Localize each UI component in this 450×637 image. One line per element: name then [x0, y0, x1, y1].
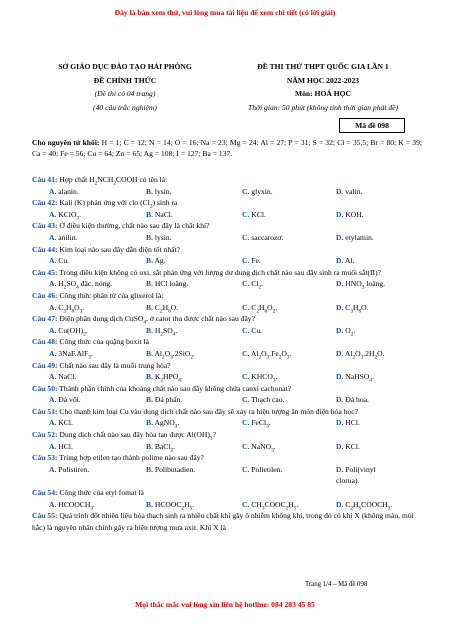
option-letter: A. — [49, 209, 57, 219]
answer-option[interactable] — [308, 417, 400, 429]
answer-option[interactable] — [216, 209, 308, 221]
answer-option[interactable] — [32, 417, 124, 429]
answer-option[interactable] — [308, 441, 400, 453]
option-letter: C. — [242, 464, 250, 474]
answer-option[interactable] — [124, 441, 216, 453]
option-letter: C. — [242, 256, 250, 266]
option-letter: C. — [242, 302, 250, 312]
option-text: $H_2SO_4$ đặc, nóng. — [56, 279, 113, 291]
option-letter: B. — [146, 232, 153, 242]
option-text: Ag. — [152, 256, 166, 266]
answer-option[interactable] — [124, 348, 216, 360]
option-text: $C_2H_6O_2$. — [249, 302, 278, 315]
option-text: $HCOOCH_3$. — [56, 499, 95, 512]
option-letter: D. — [336, 395, 344, 405]
answer-option[interactable] — [216, 499, 308, 511]
option-letter: C. — [242, 348, 250, 358]
option-text: $HNO_3$ loãng. — [343, 279, 386, 291]
question-stem — [32, 197, 422, 209]
option-letter: D. — [336, 186, 344, 196]
answer-option[interactable] — [32, 464, 124, 487]
option-letter: D. — [336, 372, 344, 382]
question-text: Công thức của quặng boxit là — [57, 337, 149, 347]
question-number: Câu 53: — [32, 453, 58, 463]
option-letter: A. — [49, 186, 57, 196]
answer-option[interactable] — [308, 325, 400, 337]
option-text: Cu. — [56, 256, 70, 266]
option-text: KCl. — [249, 209, 266, 219]
answer-option[interactable] — [216, 278, 308, 290]
question-stem — [32, 383, 422, 395]
answer-option[interactable] — [124, 302, 216, 314]
option-letter: C. — [242, 499, 250, 509]
option-letter: A. — [49, 256, 57, 266]
option-text: $Cl_2$. — [249, 279, 264, 291]
option-text: Đá vôi. — [56, 395, 81, 405]
option-text: $C_2H_5COOCH_3$. — [343, 499, 393, 512]
question-text: Công thức phân tử của glixerol là: — [57, 290, 164, 300]
answer-option[interactable] — [308, 278, 400, 290]
answer-option[interactable] — [308, 499, 400, 511]
subject: Môn: HOÁ HỌC — [294, 89, 352, 98]
header-right — [228, 60, 418, 114]
option-letter: D. — [336, 418, 344, 428]
answer-option[interactable] — [32, 394, 124, 406]
page-footer: Trang 1/4 – Mã đề 098 — [305, 581, 368, 588]
answer-option[interactable] — [124, 232, 216, 244]
question-number: Câu 44: — [32, 244, 58, 254]
option-letter: B. — [146, 372, 153, 382]
answer-option[interactable] — [124, 325, 216, 337]
option-letter: A. — [49, 441, 57, 451]
option-letter: B. — [146, 209, 153, 219]
option-text: KClO$_3$. — [56, 209, 81, 222]
option-letter: C. — [242, 372, 250, 382]
question-list — [32, 174, 422, 533]
question-stem — [32, 510, 422, 533]
option-text: Fe. — [249, 256, 261, 266]
answer-option[interactable] — [216, 394, 308, 406]
option-text: etylamin. — [343, 232, 374, 242]
option-letter: A. — [49, 232, 57, 242]
question-text: Trong điều kiện không có oxi, sắt phản ứng với lượng dư dung dịch chất nào sau đây sinh ra muối sắt(II)? — [57, 267, 381, 277]
answer-option[interactable] — [32, 232, 124, 244]
option-letter: B. — [146, 348, 153, 358]
answer-option[interactable] — [124, 278, 216, 290]
answer-options — [32, 348, 422, 360]
answer-option[interactable] — [308, 255, 400, 267]
bottom-banner: Mọi thắc mắc vui lòng xin liên hệ hotline: 084 283 45 85 — [135, 600, 315, 609]
option-letter: C. — [242, 441, 250, 451]
answer-option[interactable] — [308, 232, 400, 244]
option-text: lysin. — [152, 232, 172, 242]
answer-option[interactable] — [216, 232, 308, 244]
option-text: Polistiren. — [56, 464, 90, 474]
option-text: lysin. — [152, 186, 172, 196]
page-count-note: (Đề thi có 04 trang) — [94, 89, 156, 98]
question-text: Thành phần chính của khoáng chất nào sau đây không chứa canxi cachonat? — [57, 383, 292, 393]
option-text: NaCl. — [152, 209, 173, 219]
option-letter: A. — [49, 464, 57, 474]
question-number: Câu 42: — [32, 198, 58, 208]
option-letter: A. — [49, 499, 57, 509]
option-text: $Al_2O_3.Fe_2O_3$. — [249, 348, 292, 361]
option-letter: C. — [242, 325, 250, 335]
option-text: KCl. — [56, 418, 73, 428]
option-text: Đá hoa. — [343, 395, 369, 405]
option-text: valin. — [343, 186, 363, 196]
question-text: Chất nào sau đây là muối trung hòa? — [57, 360, 171, 370]
option-letter: A. — [49, 325, 57, 335]
option-letter: A. — [49, 348, 57, 358]
answer-option[interactable] — [32, 371, 124, 383]
option-text: NaCl. — [56, 372, 77, 382]
answer-option[interactable] — [32, 278, 124, 290]
answer-option[interactable] — [124, 186, 216, 198]
answer-options — [32, 186, 422, 198]
answer-option[interactable] — [308, 209, 400, 221]
option-text: $C_2H_6O$. — [152, 302, 179, 315]
option-text: $KHCO_3$. — [249, 372, 278, 384]
option-letter: A. — [49, 372, 57, 382]
option-letter: A. — [49, 418, 57, 428]
question-number: Câu 41: — [32, 175, 58, 184]
option-text: FeCl$_3$. — [249, 418, 271, 430]
option-text: $HCOOC_2H_5$. — [152, 499, 195, 512]
question-text: Dung dịch chất nào sau đây hòa tan được $Al(OH)_3$? — [57, 430, 216, 442]
option-letter: D. — [336, 256, 344, 266]
answer-option[interactable] — [124, 464, 216, 487]
option-text: HCl. — [56, 441, 73, 451]
option-text: $C_3H_8O$. — [343, 302, 369, 315]
option-letter: D. — [336, 464, 344, 474]
option-text: NaHSO$_4$. — [343, 372, 374, 384]
answer-options — [32, 464, 422, 487]
answer-option[interactable] — [124, 394, 216, 406]
option-text: NaNO$_3$. — [249, 441, 276, 454]
answer-option[interactable] — [124, 417, 216, 429]
atomic-masses-label: Cho nguyên tử khối: — [32, 138, 100, 147]
answer-options — [32, 302, 422, 314]
answer-option[interactable] — [216, 464, 308, 487]
answer-options — [32, 417, 422, 429]
option-letter: B. — [146, 302, 153, 312]
question-number: Câu 51: — [32, 406, 58, 416]
answer-options — [32, 232, 422, 244]
answer-option[interactable] — [124, 209, 216, 221]
question-stem — [32, 220, 422, 232]
option-letter: D. — [336, 209, 344, 219]
question-number: Câu 55: — [32, 511, 58, 521]
question-text: Quá trình đốt nhiên liệu hóa thạch sinh ra nhiều chất khí gây ô nhiễm không khí, trong đó có khí X (không màu, mùi hắc) là nguyên nhân chính gây ra hiện tượng mưa axit. Khí X là — [32, 511, 414, 532]
option-letter: D. — [336, 232, 344, 242]
question-number: Câu 47: — [32, 314, 58, 324]
answer-option[interactable] — [308, 348, 400, 360]
question-stem — [32, 290, 422, 302]
option-text: $Cu(OH)_2$. — [56, 325, 88, 338]
option-letter: A. — [49, 302, 57, 312]
question-text: Điện phân dung dịch CuSO$_4$, ở catot thu được chất nào sau đây? — [57, 314, 255, 326]
question-stem — [32, 336, 422, 348]
option-text: Polibutadien. — [152, 464, 196, 474]
option-text: Cu. — [249, 325, 263, 335]
department-name: SỞ GIÁO DỤC ĐÀO TẠO HẢI PHÒNG — [58, 62, 192, 71]
answer-option[interactable] — [216, 302, 308, 314]
question-number: Câu 45: — [32, 267, 58, 277]
question-number: Câu 46: — [32, 290, 58, 300]
answer-option[interactable] — [308, 302, 400, 314]
question-stem — [32, 452, 422, 464]
answer-option[interactable] — [216, 441, 308, 453]
question-stem — [32, 487, 422, 499]
answer-option[interactable] — [32, 325, 124, 337]
answer-option[interactable] — [32, 499, 124, 511]
question-text: Cho thanh kim loại Cu vào dung dịch chất nào sau đây sẽ xảy ra hiện tượng ăn mòn điện hóa học? — [57, 406, 358, 416]
option-letter: D. — [336, 441, 344, 451]
option-letter: B. — [146, 256, 153, 266]
option-text: Đá phấn. — [152, 395, 183, 405]
answer-option[interactable] — [308, 186, 400, 198]
option-letter: D. — [336, 499, 344, 509]
top-banner: Đây là bản xem thử, vui lòng mua tài liệu để xem chi tiết (có lời giải) — [114, 8, 336, 17]
answer-option[interactable] — [216, 186, 308, 198]
option-text: Thạch cao. — [249, 395, 285, 405]
question-stem — [32, 313, 422, 325]
option-text: anilin. — [56, 232, 78, 242]
option-letter: B. — [146, 499, 153, 509]
option-text: BaCl$_2$. — [152, 441, 176, 454]
option-letter: B. — [146, 418, 153, 428]
option-letter: A. — [49, 279, 57, 289]
answer-option[interactable] — [308, 464, 400, 487]
answer-options — [32, 394, 422, 406]
answer-options — [32, 278, 422, 290]
answer-options — [32, 441, 422, 453]
option-text: $K_2HPO_4$. — [152, 372, 183, 384]
answer-option[interactable] — [124, 499, 216, 511]
question-number: Câu 50: — [32, 383, 58, 393]
option-letter: B. — [146, 395, 153, 405]
option-letter: B. — [146, 279, 153, 289]
option-text: HCl loãng. — [152, 279, 189, 289]
option-letter: C. — [242, 232, 250, 242]
school-year: NĂM HỌC 2022-2023 — [286, 75, 360, 85]
answer-option[interactable] — [32, 348, 124, 360]
answer-options — [32, 325, 422, 337]
question-count-note: (40 câu trắc nghiệm) — [93, 102, 157, 112]
question-number: Câu 52: — [32, 430, 58, 440]
question-number: Câu 48: — [32, 337, 58, 347]
answer-option[interactable] — [308, 394, 400, 406]
question-stem — [32, 267, 422, 279]
question-stem — [32, 360, 422, 372]
exam-code-box: Mã đề 098 — [339, 118, 405, 133]
option-text: alanin. — [56, 186, 79, 196]
answer-option[interactable] — [216, 325, 308, 337]
option-text: KCl. — [343, 441, 360, 451]
answer-option[interactable] — [308, 371, 400, 383]
answer-option[interactable] — [216, 417, 308, 429]
question-text: Ở điều kiện thường, chất nào sau đây là chất khí? — [57, 221, 210, 231]
answer-options — [32, 499, 422, 511]
atomic-masses — [32, 137, 422, 159]
option-text: Polietilen. — [249, 464, 283, 474]
question-stem — [32, 429, 422, 441]
option-letter: B. — [146, 186, 153, 196]
exam-title: ĐỀ THI THỬ THPT QUỐC GIA LẦN 1 — [257, 62, 389, 71]
option-letter: B. — [146, 441, 153, 451]
question-number: Câu 43: — [32, 221, 58, 231]
header-left — [40, 60, 210, 114]
question-stem — [32, 244, 422, 256]
answer-option[interactable] — [124, 371, 216, 383]
option-text: $O_2$. — [343, 325, 356, 338]
option-text: Poli(vinyl clorua). — [336, 464, 376, 486]
option-text: $Al_2O_3.2H_2O$. — [343, 348, 385, 361]
option-text: saccarozơ. — [249, 232, 284, 242]
answer-option[interactable] — [216, 348, 308, 360]
question-number: Câu 54: — [32, 488, 58, 498]
answer-option[interactable] — [216, 255, 308, 267]
option-text: AgNO$_3$. — [152, 418, 180, 430]
answer-options — [32, 255, 422, 267]
option-text: Al. — [343, 256, 355, 266]
question-text: Kim loại nào sau đây dẫn điện tốt nhất? — [57, 244, 181, 254]
option-letter: A. — [49, 395, 57, 405]
option-letter: D. — [336, 302, 344, 312]
answer-option[interactable] — [32, 441, 124, 453]
question-stem — [32, 406, 422, 418]
answer-options — [32, 371, 422, 383]
answer-option[interactable] — [32, 255, 124, 267]
question-number: Câu 49: — [32, 360, 58, 370]
question-stem — [32, 174, 422, 186]
option-text: 3NaF.AlF$_3$. — [56, 348, 93, 361]
atomic-masses-values: H = 1; C = 12; N = 14; O = 16; Na = 23; Mg = 24; Al = 27; P = 31; S = 32; Cl = 35,5; Br = 80; K = 39; Ca = 40; Fe = 56; Cu = 64; Zn = 65; Ag = 108; I = 127; Ba = 137. — [32, 138, 422, 158]
option-text: $H_2SO_4$. — [152, 325, 178, 338]
answer-option[interactable] — [216, 371, 308, 383]
option-letter: C. — [242, 418, 250, 428]
answer-option[interactable] — [32, 209, 124, 221]
duration: Thời gian: 50 phút (không tính thời gian phát đề) — [247, 102, 399, 112]
question-text: Hợp chất $H_2NCH_2COOH$ có tên là: — [57, 175, 168, 187]
option-letter: C. — [242, 279, 250, 289]
option-text: $C_3H_8O_3$. — [56, 302, 85, 315]
question-text: Công thức của etyl fomat là — [57, 488, 144, 498]
option-letter: D. — [336, 325, 344, 335]
option-text: glyxin. — [249, 186, 273, 196]
option-letter: C. — [242, 186, 250, 196]
answer-option[interactable] — [32, 186, 124, 198]
option-letter: B. — [146, 464, 153, 474]
official-label: ĐỀ CHÍNH THỨC — [93, 75, 157, 85]
answer-option[interactable] — [32, 302, 124, 314]
option-letter: C. — [242, 395, 250, 405]
option-letter: C. — [242, 209, 250, 219]
option-text: $CH_3COOC_2H_5$. — [249, 499, 299, 512]
answer-option[interactable] — [124, 255, 216, 267]
question-text: Kali (K) phản ứng với clo $(Cl_2)$ sinh ra — [57, 198, 178, 210]
question-text: Trùng hợp etilen tạo thành polime nào sau đây? — [57, 453, 204, 463]
option-letter: D. — [336, 348, 344, 358]
option-letter: B. — [146, 325, 153, 335]
option-text: $Al_2O_3.2SiO_2$. — [152, 348, 195, 361]
option-text: HCl. — [343, 418, 360, 428]
option-letter: D. — [336, 279, 344, 289]
answer-options — [32, 209, 422, 221]
option-text: KOH. — [343, 209, 364, 219]
